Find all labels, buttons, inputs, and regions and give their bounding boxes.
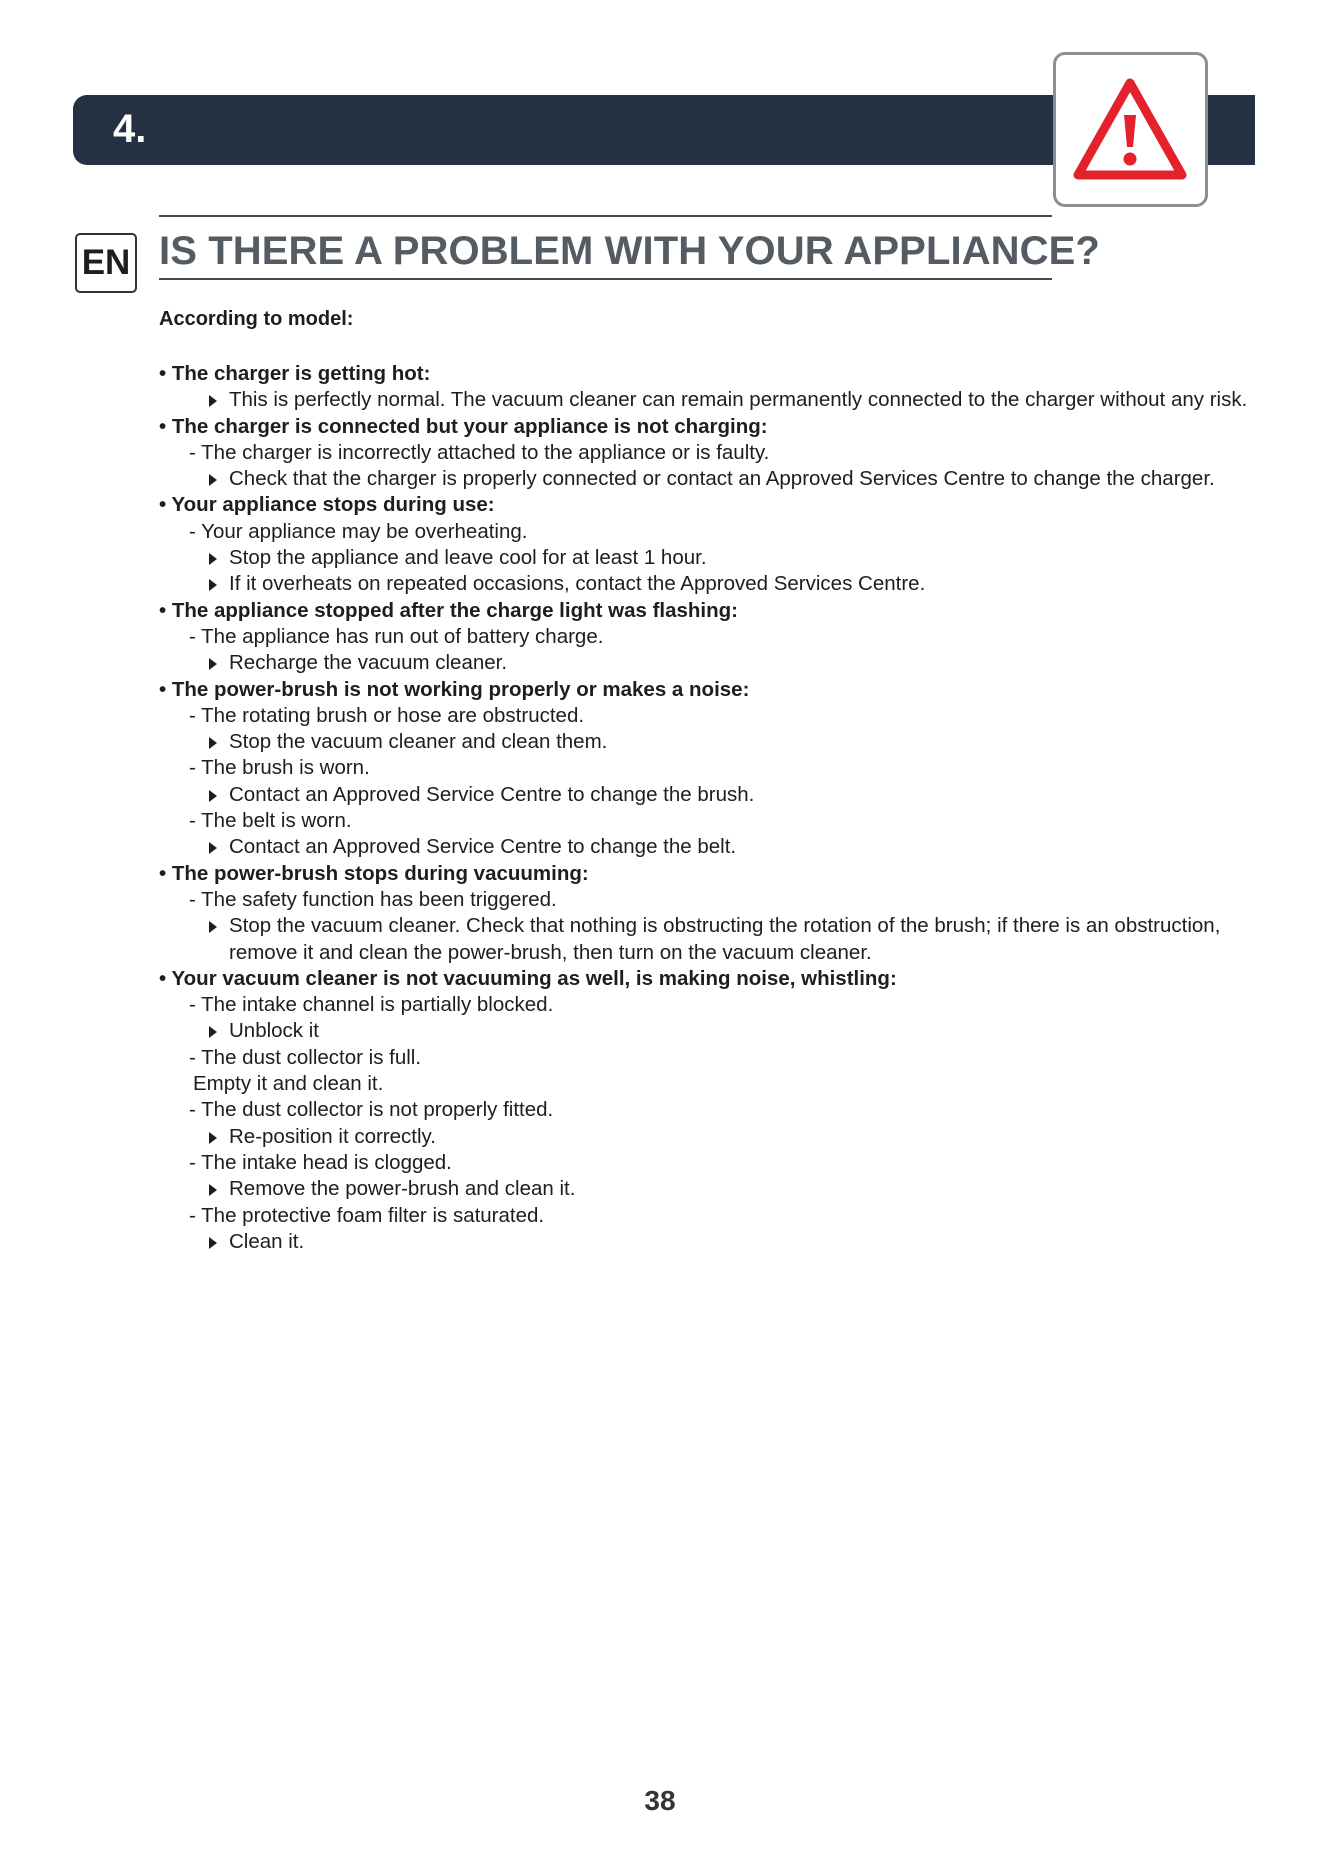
action-line (159, 387, 1249, 413)
line-text: Recharge the vacuum cleaner. (229, 651, 508, 675)
problem-heading (159, 861, 1249, 887)
problem-heading (159, 966, 1249, 992)
line-text: - The protective foam filter is saturated. (189, 1203, 545, 1227)
cause-line (159, 808, 1249, 834)
line-text: Stop the vacuum cleaner and clean them. (229, 730, 608, 754)
action-line (159, 834, 1249, 860)
warning-triangle-icon (1070, 71, 1190, 186)
warning-box (1053, 52, 1208, 207)
action-line (159, 913, 1249, 966)
triangle-bullet-icon (209, 395, 217, 407)
problem-heading (159, 414, 1249, 440)
line-text: • The power-brush stops during vacuuming: (159, 861, 589, 885)
cause-line (159, 992, 1249, 1018)
problem-heading (159, 598, 1249, 624)
line-text: - The appliance has run out of battery charge. (189, 624, 604, 648)
line-text: - The safety function has been triggered. (189, 887, 557, 911)
action-line (159, 545, 1249, 571)
action-line (159, 729, 1249, 755)
triangle-bullet-icon (209, 1026, 217, 1038)
line-text: This is perfectly normal. The vacuum cleaner can remain permanently connected to the charger without any risk. (229, 388, 1248, 412)
triangle-bullet-icon (209, 474, 217, 486)
triangle-bullet-icon (209, 1132, 217, 1144)
action-line (159, 1124, 1249, 1150)
cause-line (159, 1150, 1249, 1176)
line-text: - The intake head is clogged. (189, 1150, 452, 1174)
triangle-bullet-icon (209, 1237, 217, 1249)
title-rule-bottom (159, 278, 1052, 280)
line-text: Remove the power-brush and clean it. (229, 1177, 576, 1201)
action-line (159, 1176, 1249, 1202)
triangle-bullet-icon (209, 737, 217, 749)
line-text: Unblock it (229, 1019, 320, 1043)
line-text: Check that the charger is properly connected or contact an Approved Services Centre to change the charger. (229, 467, 1215, 491)
cause-line (159, 440, 1249, 466)
line-text: Contact an Approved Service Centre to change the belt. (229, 835, 737, 859)
cause-line (159, 1203, 1249, 1229)
action-line (159, 1229, 1249, 1255)
line-text: - The belt is worn. (189, 809, 352, 833)
line-text: • The charger is connected but your appliance is not charging: (159, 414, 768, 438)
intro-text: According to model: (159, 308, 354, 330)
triangle-bullet-icon (209, 790, 217, 802)
line-text: • Your vacuum cleaner is not vacuuming as well, is making noise, whistling: (159, 966, 897, 990)
section-number: 4. (113, 107, 147, 151)
line-text: • The power-brush is not working properly or makes a noise: (159, 677, 750, 701)
cause-line (159, 1097, 1249, 1123)
cause-line (159, 519, 1249, 545)
line-text: • Your appliance stops during use: (159, 493, 495, 517)
line-text: Contact an Approved Service Centre to change the brush. (229, 782, 755, 806)
triangle-bullet-icon (209, 1184, 217, 1196)
line-text: Clean it. (229, 1229, 305, 1253)
line-text: - The brush is worn. (189, 756, 370, 780)
cause-line (159, 703, 1249, 729)
line-text: - The dust collector is full. (189, 1045, 422, 1069)
action-line (159, 782, 1249, 808)
action-line (159, 1018, 1249, 1044)
line-text: - Your appliance may be overheating. (189, 519, 528, 543)
page-title: IS THERE A PROBLEM WITH YOUR APPLIANCE? (159, 229, 1100, 273)
line-text: Stop the vacuum cleaner. Check that nothing is obstructing the rotation of the brush; if there is an obstruction, remove it and clean the power-brush, then turn on the vacuum cleaner. (229, 914, 1221, 964)
line-text: If it overheats on repeated occasions, contact the Approved Services Centre. (229, 572, 926, 596)
title-rule-top (159, 215, 1052, 217)
action-line (159, 466, 1249, 492)
cause-line (159, 755, 1249, 781)
cause-line (159, 1045, 1249, 1071)
triangle-bullet-icon (209, 553, 217, 565)
triangle-bullet-icon (209, 921, 217, 933)
triangle-bullet-icon (209, 842, 217, 854)
action-line (159, 650, 1249, 676)
problem-heading (159, 361, 1249, 387)
line-text: Re-position it correctly. (229, 1124, 436, 1148)
problem-heading (159, 677, 1249, 703)
page-number: 38 (644, 1785, 676, 1816)
triangle-bullet-icon (209, 579, 217, 591)
language-badge: EN (75, 233, 137, 293)
line-text: - The charger is incorrectly attached to the appliance or is faulty. (189, 440, 770, 464)
note-line (159, 1071, 1249, 1097)
cause-line (159, 887, 1249, 913)
action-line (159, 571, 1249, 597)
line-text: • The charger is getting hot: (159, 362, 431, 385)
line-text: Empty it and clean it. (193, 1072, 384, 1096)
line-text: • The appliance stopped after the charge light was flashing: (159, 598, 738, 622)
line-text: - The intake channel is partially blocked. (189, 993, 554, 1017)
line-text: - The rotating brush or hose are obstructed. (189, 703, 585, 727)
troubleshooting-list (159, 361, 1249, 1255)
cause-line (159, 624, 1249, 650)
line-text: Stop the appliance and leave cool for at least 1 hour. (229, 546, 707, 570)
triangle-bullet-icon (209, 658, 217, 670)
line-text: - The dust collector is not properly fitted. (189, 1098, 554, 1122)
problem-heading (159, 492, 1249, 518)
